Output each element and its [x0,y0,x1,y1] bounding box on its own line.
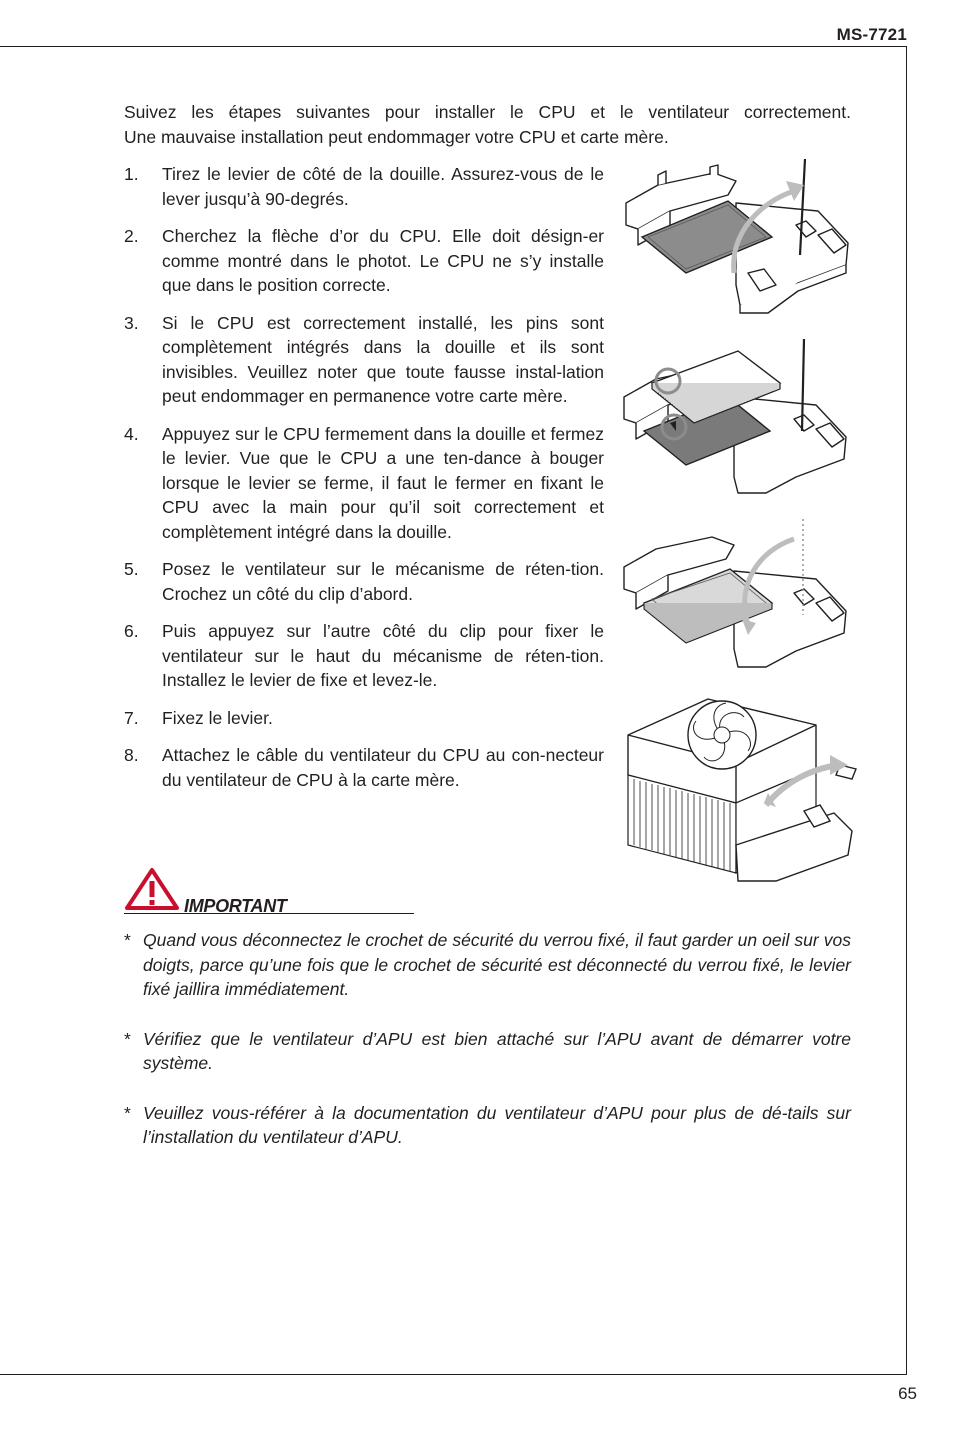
installation-steps [124,162,604,805]
step-item [124,619,604,693]
step-item [124,224,604,298]
note-bullet: * [124,930,131,950]
step-item [124,162,604,211]
step-number: 3. [124,312,139,333]
step-item [124,743,604,792]
step-text: Attachez le câble du ventilateur du CPU au con-necteur du ventilateur de CPU à la carte mère. [162,745,604,790]
note-bullet: * [124,1102,131,1123]
step-item [124,422,604,545]
step-item [124,706,604,731]
step-number: 5. [124,559,139,579]
step-number: 8. [124,745,139,765]
step-text: Appuyez sur le CPU fermement dans la douille et fermez le levier. Vue que le CPU a une ten-dance à bouger lorsque le levier se ferme, il faut le fermer en fixant le CPU avec la main pour qu’il soit correctement et complètement intégré dans la douille. [162,423,604,542]
note-item [124,1101,851,1150]
step-text: Tirez le levier de côté de la douille. Assurez-vous de le lever jusqu’à 90-degrés. [162,164,604,209]
header-rule [0,46,906,47]
important-heading: IMPORTANT [184,896,287,916]
footer-rule [0,1374,907,1375]
note-item [124,928,851,1002]
step-number: 6. [124,621,139,641]
step-item [124,557,604,606]
intro-line: Suivez les étapes suivantes pour installer le CPU et le ventilateur correctement. [124,102,851,122]
step-text: Posez le ventilateur sur le mécanisme de réten-tion. Crochez un côté du clip d’abord. [162,559,604,604]
important-notes [124,928,851,1175]
note-text: Quand vous déconnectez le crochet de sécurité du verrou fixé, il faut garder un oeil sur vos doigts, parce qu’une fois que le crochet de sécurité est déconnecté du verrou fixé, le levier fixé jaillira immédiatement. [143,930,851,999]
step-number: 2. [124,226,139,246]
model-number: MS-7721 [836,25,907,44]
warning-icon [124,867,180,911]
note-text: Vérifiez que le ventilateur d’APU est bien attaché sur l’APU avant de démarrer votre système. [143,1028,851,1073]
step-number: 4. [124,423,139,444]
step-text: Fixez le levier. [162,707,273,728]
intro-line: Une mauvaise installation peut endommager votre CPU et carte mère. [124,126,669,147]
socket-lever-raised-figure [618,155,858,315]
step-text: Si le CPU est correctement installé, les pins sont complètement intégrés dans la douille et ils sont invisibles. Veuillez noter que toute fausse instal-lation peut endommager en permanence votre carte mère. [162,312,604,406]
note-item [124,1027,851,1076]
note-bullet: * [124,1028,131,1049]
step-number: 1. [124,164,139,184]
step-text: Puis appuyez sur l’autre côté du clip pour fixer le ventilateur sur le haut du mécanisme de réten-tion. Installez le levier de fixe et levez-le. [162,621,604,690]
step-text: Cherchez la flèche d’or du CPU. Elle doit désign-er comme montré dans le photot. Le CPU ne s’y installe que dans le position correcte. [162,226,604,295]
page-number: 65 [898,1384,917,1403]
step-item [124,311,604,409]
step-number: 7. [124,707,139,728]
socket-lever-closing-figure [618,515,858,675]
side-rule [906,46,907,1374]
intro-paragraph [124,100,851,149]
note-text: Veuillez vous-référer à la documentation du ventilateur d’APU pour plus de dé-tails sur l’installation du ventilateur d’APU. [143,1102,851,1147]
cooler-on-retention-figure [616,695,861,890]
cpu-alignment-figure [618,335,858,495]
